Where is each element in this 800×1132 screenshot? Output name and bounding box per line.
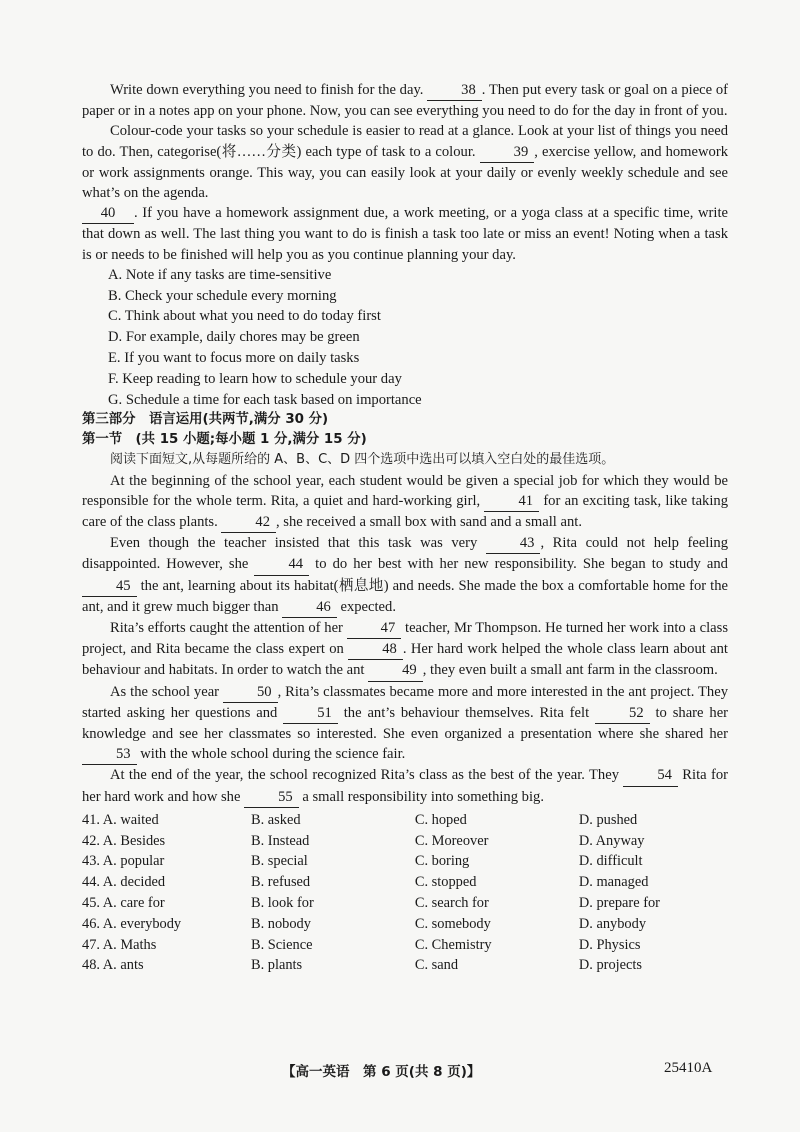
blank-41: 41 (484, 491, 539, 512)
choice-row: 46. A. everybody B. nobody C. somebody D. anybody (82, 915, 647, 932)
blank-44: 44 (254, 554, 309, 575)
blank-55: 55 (244, 787, 299, 808)
passage-paragraph-1: Write down everything you need to finish for the day. 38 . Then put every task or goal on a piece of paper or in a notes app on your phone. Now, you can see everything you need to do for the day in front of you. (82, 82, 728, 120)
option-item: E. If you want to focus more on daily tasks (108, 350, 360, 367)
option-item: F. Keep reading to learn how to schedule your day (108, 370, 402, 387)
blank-52: 52 (595, 703, 650, 724)
option-list (82, 265, 728, 411)
cloze-paragraph-2: Even though the teacher insisted that this task was very 43 , Rita could not help feeling disappointed. However, she 44 to do her best with her new responsibility. She began to study and 45 the ant, learning about its habitat(栖息地) and needs. She made the box a comfortable home for the ant, and it grew much bigger than 46 expected. (82, 533, 728, 618)
section-title: 第三部分 语言运用(共两节,满分 30 分) (82, 412, 329, 428)
option-item: D. For example, daily chores may be green (108, 329, 360, 346)
choice-row: 47. A. Maths B. Science C. Chemistry D. Physics (82, 936, 641, 953)
cloze-paragraph-1: At the beginning of the school year, each student would be given a special job for which they would be responsible for the whole term. Rita, a quiet and hard-working girl, 41 for an exciting task, like taking care of the class plants. 42 , she received a small box with sand and a small ant. (82, 471, 728, 534)
choice-row: 42. A. Besides B. Instead C. Moreover D. Anyway (82, 832, 645, 849)
cloze-paragraph-3: Rita’s efforts caught the attention of her 47 teacher, Mr Thompson. He turned her work into a class project, and Rita became the class expert on 48 . Her hard work helped the whole class learn about ant behaviour and habitats. In order to watch the ant 49 , they even built a small ant farm in the classroom. (82, 618, 728, 682)
page-footer (0, 1060, 800, 1082)
blank-46: 46 (282, 597, 337, 618)
answer-choices (82, 810, 728, 976)
blank-53: 53 (82, 744, 137, 765)
choice-row: 48. A. ants B. plants C. sand D. projects (82, 957, 643, 974)
paper-code: 25410A (664, 1060, 713, 1076)
option-item: B. Check your schedule every morning (108, 287, 337, 304)
blank-54: 54 (623, 765, 678, 786)
cloze-paragraph-5: At the end of the year, the school recognized Rita’s class as the best of the year. They 54 Rita for her hard work and how she 55 a small responsibility into something big. (82, 765, 728, 807)
blank-38: 38 (427, 80, 482, 101)
option-item: A. Note if any tasks are time-sensitive (108, 266, 332, 283)
blank-45: 45 (82, 576, 137, 597)
choice-row: 41. A. waited B. asked C. hoped D. pushed (82, 811, 638, 828)
section-subtitle: 第一节 (共 15 小题;每小题 1 分,满分 15 分) (82, 432, 367, 448)
passage-paragraph-3: 40 . If you have a homework assignment due, a work meeting, or a yoga class at a specific time, write that down as well. The last thing you want to do is finish a task too late or miss an event! Noting when a task is or needs to be finished will help you as you continue planning your day. (82, 205, 728, 263)
blank-47: 47 (347, 618, 402, 639)
blank-48: 48 (348, 639, 403, 660)
option-item: C. Think about what you need to do today first (108, 308, 381, 325)
choice-row: 43. A. popular B. special C. boring D. difficult (82, 853, 643, 870)
page-label: 【高一英语 第 6 页(共 8 页)】 (282, 1064, 481, 1080)
blank-39: 39 (480, 142, 535, 163)
blank-42: 42 (221, 512, 276, 533)
section-instruction: 阅读下面短文,从每题所给的 A、B、C、D 四个选项中选出可以填入空白处的最佳选项。 (110, 452, 615, 468)
cloze-paragraph-4: As the school year 50 , Rita’s classmates became more and more interested in the ant project. They started asking her questions and 51 the ant’s behaviour themselves. Rita felt 52 to share her knowledge and see her classmates so interested. She even organized a presentation where she shared her 53 with the whole school during the science fair. (82, 682, 728, 766)
blank-50: 50 (223, 682, 278, 703)
blank-43: 43 (486, 533, 541, 554)
option-item: G. Schedule a time for each task based on importance (108, 391, 422, 408)
blank-51: 51 (283, 703, 338, 724)
exam-page (82, 80, 728, 976)
choice-row: 45. A. care for B. look for C. search for D. prepare for (82, 895, 660, 912)
blank-49: 49 (368, 660, 423, 681)
choice-row: 44. A. decided B. refused C. stopped D. managed (82, 874, 649, 891)
passage-paragraph-2: Colour-code your tasks so your schedule is easier to read at a glance. Look at your list of things you need to do. Then, categorise(将……分类) each type of task to a colour. 39 , exercise yellow, and homework or work assignments orange. This way, you can easily look at your daily or evenly weekly schedule and see what’s on the agenda. (82, 123, 729, 202)
blank-40: 40 (82, 203, 134, 224)
